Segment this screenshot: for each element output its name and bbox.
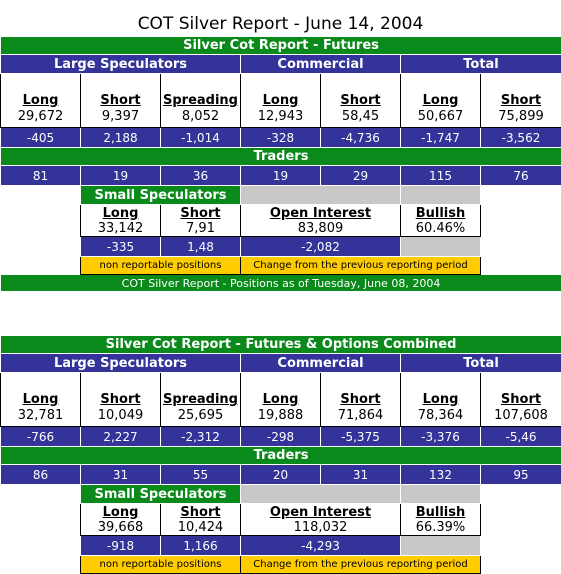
- total-long-cell: [401, 74, 481, 128]
- traders-value: 29: [321, 166, 401, 186]
- col-value: 78,364: [401, 408, 480, 423]
- col-value: 58,45: [321, 109, 400, 124]
- change-value: -4,736: [321, 128, 401, 148]
- change-note: Change from the previous reporting period: [241, 556, 481, 574]
- traders-value: 55: [161, 465, 241, 485]
- col-label: Open Interest: [241, 505, 400, 520]
- col-value: 75,899: [481, 109, 561, 124]
- col-label: Short: [481, 93, 561, 109]
- com-short-cell: [321, 74, 401, 128]
- change-value: -2,312: [161, 427, 241, 447]
- com-long-cell: [241, 373, 321, 427]
- traders-value: 19: [241, 166, 321, 186]
- gray-spacer: [401, 186, 481, 205]
- small-speculators-header: Small Speculators: [81, 186, 241, 205]
- ls-spreading-cell: [161, 74, 241, 128]
- gray-spacer: [241, 186, 401, 205]
- report-footer: COT Silver Report - Positions as of Tuesday, June 08, 2004: [1, 275, 561, 292]
- total-short-cell: [481, 373, 561, 427]
- col-label: Long: [81, 206, 160, 221]
- change-value: -328: [241, 128, 321, 148]
- col-value: 10,049: [81, 408, 160, 423]
- total-short-cell: [481, 74, 561, 128]
- col-label: Spreading: [161, 392, 240, 408]
- col-label: Long: [401, 93, 480, 109]
- traders-header: Traders: [1, 148, 561, 166]
- group-total: Total: [401, 55, 561, 74]
- com-long-cell: [241, 74, 321, 128]
- open-interest-cell: [241, 205, 401, 237]
- report-title: Silver Cot Report - Futures: [1, 37, 561, 55]
- change-value: -766: [1, 427, 81, 447]
- col-label: Short: [321, 93, 400, 109]
- traders-value: 76: [481, 166, 561, 186]
- col-label: Long: [241, 93, 320, 109]
- gray-spacer: [401, 536, 481, 556]
- gray-spacer: [401, 485, 481, 504]
- change-value: -1,014: [161, 128, 241, 148]
- small-speculators-header: Small Speculators: [81, 485, 241, 504]
- bullish-cell: [401, 504, 481, 536]
- col-value: 9,397: [81, 109, 160, 124]
- change-value: -3,376: [401, 427, 481, 447]
- traders-value: 31: [321, 465, 401, 485]
- traders-value: 81: [1, 166, 81, 186]
- traders-value: 19: [81, 166, 161, 186]
- non-reportable-note: non reportable positions: [81, 257, 241, 275]
- ls-long-cell: [1, 74, 81, 128]
- col-value: 83,809: [241, 221, 400, 236]
- col-label: Short: [481, 392, 561, 408]
- col-value: 33,142: [81, 221, 160, 236]
- col-value: 39,668: [81, 520, 160, 535]
- change-value: 1,166: [161, 536, 241, 556]
- col-value: 60.46%: [401, 221, 480, 236]
- col-value: 32,781: [1, 408, 80, 423]
- change-value: -4,293: [241, 536, 401, 556]
- col-value: 7,91: [161, 221, 240, 236]
- change-note: Change from the previous reporting period: [241, 257, 481, 275]
- change-value: -2,082: [241, 237, 401, 257]
- col-value: 66.39%: [401, 520, 480, 535]
- ls-short-cell: [81, 74, 161, 128]
- traders-value: 20: [241, 465, 321, 485]
- change-value: -5,46: [481, 427, 561, 447]
- change-value: -3,562: [481, 128, 561, 148]
- col-value: 50,667: [401, 109, 480, 124]
- traders-value: 31: [81, 465, 161, 485]
- col-label: Open Interest: [241, 206, 400, 221]
- col-label: Short: [321, 392, 400, 408]
- total-long-cell: [401, 373, 481, 427]
- ss-short-cell: [161, 504, 241, 536]
- change-value: -298: [241, 427, 321, 447]
- non-reportable-note: non reportable positions: [81, 556, 241, 574]
- col-label: Long: [241, 392, 320, 408]
- col-value: 25,695: [161, 408, 240, 423]
- change-value: -5,375: [321, 427, 401, 447]
- change-value: -1,747: [401, 128, 481, 148]
- col-value: 19,888: [241, 408, 320, 423]
- ls-short-cell: [81, 373, 161, 427]
- col-label: Long: [81, 505, 160, 520]
- col-value: 10,424: [161, 520, 240, 535]
- col-label: Short: [81, 93, 160, 109]
- col-value: 118,032: [241, 520, 400, 535]
- change-value: -405: [1, 128, 81, 148]
- change-value: -335: [81, 237, 161, 257]
- col-label: Long: [1, 392, 80, 408]
- change-value: 2,227: [81, 427, 161, 447]
- bullish-cell: [401, 205, 481, 237]
- traders-value: 115: [401, 166, 481, 186]
- traders-value: 36: [161, 166, 241, 186]
- page-title: COT Silver Report - June 14, 2004: [0, 14, 561, 34]
- col-label: Long: [1, 93, 80, 109]
- col-value: 12,943: [241, 109, 320, 124]
- traders-value: 95: [481, 465, 561, 485]
- group-commercial: Commercial: [241, 354, 401, 373]
- group-commercial: Commercial: [241, 55, 401, 74]
- change-value: 2,188: [81, 128, 161, 148]
- col-label: Short: [81, 392, 160, 408]
- col-value: 8,052: [161, 109, 240, 124]
- ls-spreading-cell: [161, 373, 241, 427]
- change-value: -918: [81, 536, 161, 556]
- futures-table: [0, 36, 561, 291]
- group-large-speculators: Large Speculators: [1, 354, 241, 373]
- ss-long-cell: [81, 205, 161, 237]
- ss-short-cell: [161, 205, 241, 237]
- gray-spacer: [401, 237, 481, 257]
- report-title: Silver Cot Report - Futures & Options Combined: [1, 336, 561, 354]
- ls-long-cell: [1, 373, 81, 427]
- group-large-speculators: Large Speculators: [1, 55, 241, 74]
- col-value: 107,608: [481, 408, 561, 423]
- col-value: 71,864: [321, 408, 400, 423]
- col-label: Spreading: [161, 93, 240, 109]
- group-total: Total: [401, 354, 561, 373]
- col-label: Short: [161, 206, 240, 221]
- change-value: 1,48: [161, 237, 241, 257]
- traders-value: 86: [1, 465, 81, 485]
- futures-report: [0, 36, 561, 291]
- col-label: Bullish: [401, 206, 480, 221]
- col-label: Long: [401, 392, 480, 408]
- futures-options-table: [0, 335, 561, 574]
- open-interest-cell: [241, 504, 401, 536]
- col-label: Short: [161, 505, 240, 520]
- traders-value: 132: [401, 465, 481, 485]
- gray-spacer: [241, 485, 401, 504]
- ss-long-cell: [81, 504, 161, 536]
- col-value: 29,672: [1, 109, 80, 124]
- col-label: Bullish: [401, 505, 480, 520]
- futures-options-report: [0, 335, 561, 574]
- traders-header: Traders: [1, 447, 561, 465]
- com-short-cell: [321, 373, 401, 427]
